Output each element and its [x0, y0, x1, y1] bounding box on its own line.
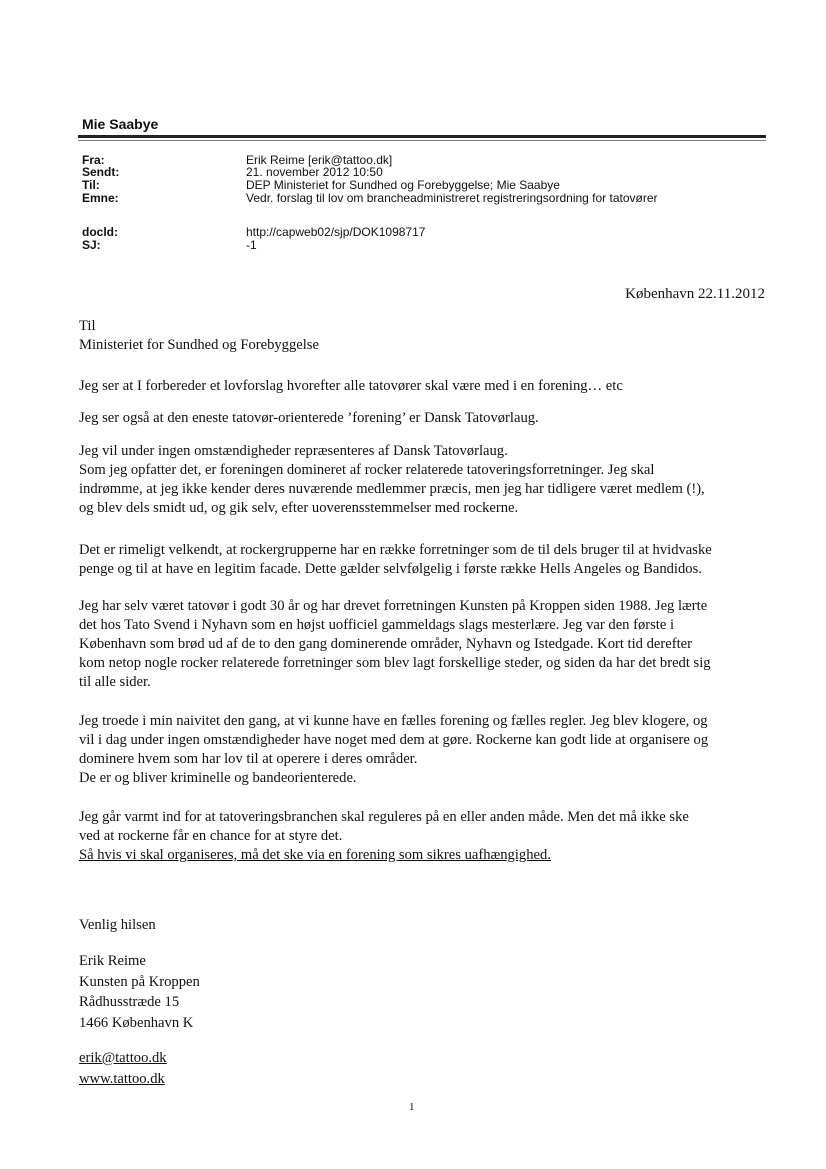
- paragraph: [79, 808, 769, 865]
- letter-date: København 22.11.2012: [625, 286, 765, 302]
- recipient-line: Til: [79, 318, 96, 334]
- field-value: http://capweb02/sjp/DOK1098717: [246, 225, 426, 239]
- paragraph-line: indrømme, at jeg ikke kender deres nuværende medlemmer præcis, men jeg har tidligere været medlem (!),: [79, 481, 705, 497]
- paragraph-line: Jeg ser at I forbereder et lovforslag hvorefter alle tatovører skal være med i en forening… etc: [79, 378, 623, 394]
- paragraph-line: Jeg går varmt ind for at tatoveringsbranchen skal reguleres på en eller anden måde. Men det må ikke ske: [79, 809, 689, 825]
- sender-name: Mie Saabye: [82, 116, 159, 132]
- paragraph-line: Det er rimeligt velkendt, at rockergrupperne har en række forretninger som de til dels bruger til at hvidvaske: [79, 542, 712, 558]
- paragraph-line: ved at rockerne får en chance for at styre det.: [79, 828, 343, 844]
- paragraph-line: kom netop nogle rocker relaterede forretninger som blev lagt forskellige steder, og siden da har det bredt sig: [79, 655, 711, 671]
- paragraph-line: vil i dag under ingen omstændigheder have noget med dem at gøre. Rockerne kan godt lide at organisere og: [79, 732, 709, 748]
- field-label: Fra:: [82, 153, 105, 167]
- emphasized-statement: Så hvis vi skal organiseres, må det ske via en forening som sikres uafhængighed.: [79, 847, 551, 863]
- paragraph: [79, 712, 769, 788]
- paragraph-line: Som jeg opfatter det, er foreningen domineret af rocker relaterede tatoveringsforretninger. Jeg skal: [79, 462, 655, 478]
- signature-line: 1466 København K: [79, 1014, 194, 1031]
- field-value: 21. november 2012 10:50: [246, 165, 383, 179]
- field-value: -1: [246, 238, 257, 252]
- header-divider-thin: [78, 140, 766, 141]
- paragraph: [79, 541, 769, 579]
- paragraph-line: København som brød ud af de to den gang dominerende områder, Nyhavn og Istedgade. Kort tid derefter: [79, 636, 692, 652]
- paragraph: [79, 409, 769, 428]
- header-divider: [78, 135, 766, 138]
- paragraph: [79, 597, 769, 692]
- paragraph-line: penge og til at have en legitim facade. Dette gælder selvfølgelig i første række Hells Angeles og Bandidos.: [79, 561, 702, 577]
- signature-line: Rådhusstræde 15: [79, 994, 180, 1010]
- recipient-line: Ministeriet for Sundhed og Forebyggelse: [79, 337, 319, 353]
- paragraph: [79, 442, 769, 518]
- page-number: 1: [409, 1101, 415, 1113]
- field-label: Sendt:: [82, 165, 120, 179]
- website-link[interactable]: www.tattoo.dk: [79, 1070, 165, 1087]
- paragraph-line: Jeg ser også at den eneste tatovør-orienterede ’forening’ er Dansk Tatovørlaug.: [79, 410, 539, 426]
- signature-line: Kunsten på Kroppen: [79, 973, 200, 990]
- field-value: Erik Reime [erik@tattoo.dk]: [246, 153, 393, 167]
- paragraph-line: Jeg vil under ingen omstændigheder repræsenteres af Dansk Tatovørlaug.: [79, 443, 508, 459]
- paragraph-line: til alle sider.: [79, 674, 151, 690]
- field-value: DEP Ministeriet for Sundhed og Forebyggelse; Mie Saabye: [246, 178, 560, 192]
- signature-line: Erik Reime: [79, 953, 146, 969]
- paragraph: [79, 377, 769, 396]
- closing: Venlig hilsen: [79, 917, 156, 933]
- paragraph-line: Jeg troede i min naivitet den gang, at vi kunne have en fælles forening og fælles regler. Jeg blev klogere, og: [79, 713, 708, 729]
- paragraph-line: Jeg har selv været tatovør i godt 30 år og har drevet forretningen Kunsten på Kroppen siden 1988. Jeg lærte: [79, 598, 708, 614]
- signature-block: [79, 951, 769, 1033]
- paragraph-line: dominere hvem som har lov til at operere i deres områder.: [79, 751, 418, 767]
- recipient-block: [79, 317, 769, 355]
- field-label: Til:: [82, 178, 100, 192]
- email-link[interactable]: erik@tattoo.dk: [79, 1050, 167, 1066]
- paragraph-line: og blev dels smidt ud, og gik selv, efter uoverensstemmelser med rockerne.: [79, 500, 519, 516]
- field-value: Vedr. forslag til lov om brancheadministreret registreringsordning for tatovører: [246, 191, 658, 205]
- contact-links: [79, 1048, 769, 1089]
- field-label: SJ:: [82, 238, 101, 252]
- paragraph-line: De er og bliver kriminelle og bandeorienterede.: [79, 770, 357, 786]
- field-label: Emne:: [82, 191, 119, 205]
- field-label: docld:: [82, 225, 118, 239]
- paragraph-line: det hos Tato Svend i Nyhavn som en højst uofficiel gammeldags slags mesterlære. Jeg var den første i: [79, 617, 675, 633]
